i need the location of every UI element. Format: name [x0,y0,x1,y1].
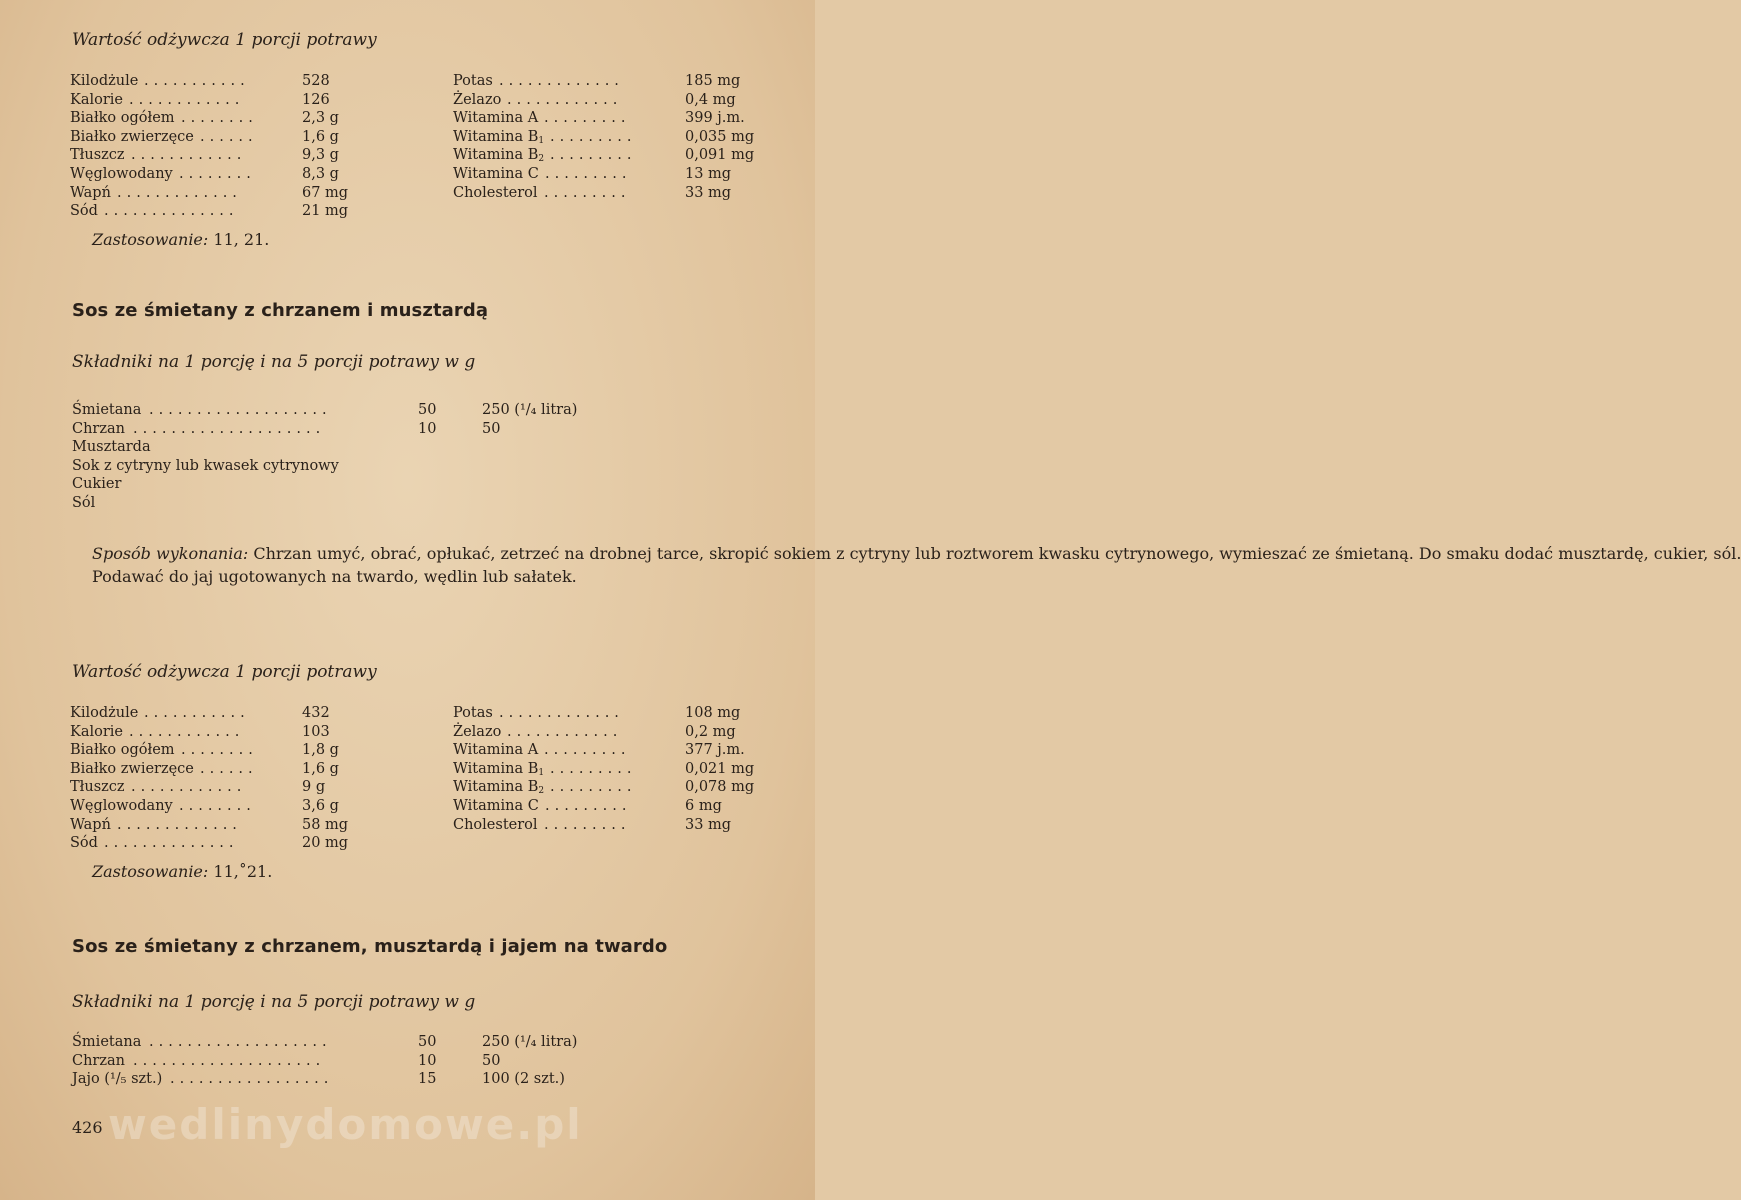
leader-dots: .................... [133,1052,326,1069]
nutrient-value: 0,078 mg [685,779,755,796]
nutrient-subscript: 2 [538,154,545,165]
watermark: wedlinydomowe.pl [108,1100,583,1149]
nutrient-value: 0,021 mg [685,760,755,777]
nutrient-label: Żelazo [453,91,502,108]
leader-dots: ........ [181,110,258,127]
leader-dots: ......... [544,110,631,127]
nutrient-value: 0,035 mg [685,128,755,145]
nutrition-left-table [70,704,370,854]
leader-dots: ................. [170,1071,334,1088]
leader-dots: ........ [179,798,256,814]
nutrient-label: Węglowodany [70,166,173,182]
nutrition-row [70,184,370,202]
leader-dots: ............. [117,184,242,201]
nutrient-label: Witamina $B_2$ [453,779,545,797]
ingredient-row [72,1070,632,1088]
nutrient-subscript: 2 [538,786,545,797]
nutrient-value: 21 mg [302,203,349,220]
nutrient-value: 528 [302,73,330,89]
ingredient-row [72,494,632,512]
nutrition-row [453,760,783,778]
ingredient-name: Sok z cytryny lub kwasek cytrynowy [72,457,339,474]
leader-dots: ................... [149,1034,332,1050]
nutrition-row [70,109,370,127]
nutrition-row [70,91,370,109]
leader-dots: ............ [507,723,623,740]
leader-dots: ......... [545,166,632,182]
nutrient-label: Witamina $B_1$ [453,128,545,146]
nutrient-value: 126 [302,91,330,108]
nutrient-value: 9,3 g [302,147,339,164]
quantity-5-portions: 250 (¹/₄ litra) [482,1034,578,1050]
nutrient-value: 1,8 g [302,742,339,759]
nutrition-row [453,704,783,722]
ingredient-row [72,457,632,475]
leader-dots: ............. [499,73,624,89]
nutrition-row [70,741,370,759]
nutrient-label: Witamina $B_2$ [453,147,545,165]
nutrition-row [70,760,370,778]
uses-value: 11,˚21. [213,862,273,881]
uses-label: Zastosowanie: [92,230,209,249]
method-label: Sposób wykonania: [92,544,249,563]
quantity-1-portion: 50 [418,402,437,418]
nutrient-value: 67 mg [302,184,349,201]
ingredient-name: Chrzan [72,1052,125,1069]
nutrient-label: Kalorie [70,91,123,108]
nutrient-value: 58 mg [302,816,349,833]
nutrient-value: 33 mg [685,816,732,833]
nutrient-label: Potas [453,705,493,721]
nutrition-row [453,778,783,796]
nutrition-title: Wartość odżywcza 1 porcji potrawy [72,30,377,50]
leader-dots: .............. [104,835,239,852]
leader-dots: ............ [129,91,245,108]
leader-dots: ................... [149,402,332,418]
nutrition-row [453,816,783,834]
nutrient-value: 9 g [302,779,326,796]
leader-dots: ......... [544,816,631,833]
leader-dots: ...... [200,128,258,145]
nutrient-label: Węglowodany [70,798,173,814]
ingredient-name: Śmietana [72,402,142,418]
nutrient-label: Tłuszcz [70,147,125,164]
method-paragraph [72,542,1741,588]
nutrient-value: 13 mg [685,166,732,182]
nutrition-left-table [70,72,370,222]
nutrient-label: Sód [70,203,98,220]
nutrient-value: 0,4 mg [685,91,736,108]
ingredients-list [72,1033,632,1093]
page-number: 426 [72,1118,103,1137]
nutrition-row [70,146,370,164]
leader-dots: ......... [545,798,632,814]
recipe-title: Sos ze śmietany z chrzanem, musztardą i jajem na twardo [72,936,668,957]
nutrition-row [70,778,370,796]
leader-dots: .................... [133,420,326,437]
nutrition-row [453,741,783,759]
ingredient-row [72,438,632,456]
nutrition-row [453,723,783,741]
nutrient-label: Białko zwierzęce [70,128,194,145]
ingredient-name: Musztarda [72,439,151,456]
nutrient-label: Żelazo [453,723,502,740]
ingredient-row [72,420,632,438]
ingredient-row [72,1052,632,1070]
nutrient-label: Wapń [70,184,111,201]
nutrient-value: 377 j.m. [685,742,745,759]
ingredient-name: Jajo (¹/₅ szt.) [72,1071,163,1088]
uses-label: Zastosowanie: [92,862,209,881]
ingredients-title: Składniki na 1 porcję i na 5 porcji potrawy w g [72,992,476,1012]
nutrition-row [70,165,370,183]
method-text: Chrzan umyć, obrać, opłukać, zetrzeć na drobnej tarce, skropić sokiem z cytryny lub roztworem kwasku cytrynowego, wymieszać ze śmietaną. Do smaku dodać musztardę, cukier, sól. [253,544,1741,563]
nutrient-label: Sód [70,835,98,852]
ingredient-name: Chrzan [72,420,125,437]
ingredients-list [72,401,632,516]
quantity-5-portions: 50 [482,420,501,437]
nutrient-label: Białko ogółem [70,110,175,127]
nutrition-right-table [453,72,783,202]
nutrient-value: 8,3 g [302,166,339,182]
leader-dots: ........ [179,166,256,182]
nutrient-label: Witamina A [453,110,539,127]
leader-dots: ......... [550,147,637,164]
quantity-1-portion: 50 [418,1034,437,1050]
ingredients-title: Składniki na 1 porcję i na 5 porcji potrawy w g [72,352,476,372]
nutrient-value: 399 j.m. [685,110,745,127]
nutrition-row [70,704,370,722]
nutrition-row [453,184,783,202]
nutrient-value: 185 mg [685,73,741,89]
leader-dots: ........... [144,705,250,721]
quantity-1-portion: 10 [418,420,437,437]
nutrition-row [453,128,783,146]
nutrient-label: Wapń [70,816,111,833]
ingredient-name: Śmietana [72,1034,142,1050]
ingredient-name: Sól [72,495,96,511]
leader-dots: ......... [550,779,637,796]
nutrition-row [453,109,783,127]
nutrition-title: Wartość odżywcza 1 porcji potrawy [72,662,377,682]
serving-text: Podawać do jaj ugotowanych na twardo, wędlin lub sałatek. [92,567,577,586]
leader-dots: ......... [544,742,631,759]
nutrient-label: Cholesterol [453,184,538,201]
nutrition-row [70,797,370,815]
quantity-5-portions: 250 (¹/₄ litra) [482,402,578,418]
leader-dots: ............ [131,147,247,164]
leader-dots: ........ [181,742,258,759]
ingredient-row [72,401,632,419]
uses-line [92,862,272,881]
nutrition-row [453,165,783,183]
recipe-title: Sos ze śmietany z chrzanem i musztardą [72,300,489,321]
nutrition-row [70,128,370,146]
nutrient-subscript: 1 [538,767,545,778]
uses-line [92,230,269,249]
nutrient-subscript: 1 [538,135,545,146]
nutrient-label: Tłuszcz [70,779,125,796]
nutrition-row [70,723,370,741]
nutrient-label: Kilodżule [70,705,139,721]
quantity-5-portions: 50 [482,1052,501,1069]
leader-dots: ............ [129,723,245,740]
nutrient-label: Cholesterol [453,816,538,833]
uses-value: 11, 21. [213,230,270,249]
leader-dots: ........... [144,73,250,89]
quantity-1-portion: 10 [418,1052,437,1069]
leader-dots: ...... [200,760,258,777]
nutrient-value: 6 mg [685,798,722,814]
leader-dots: ............ [507,91,623,108]
leader-dots: ......... [550,128,637,145]
nutrient-label: Kalorie [70,723,123,740]
nutrition-row [453,797,783,815]
quantity-5-portions: 100 (2 szt.) [482,1071,565,1088]
leader-dots: ......... [544,184,631,201]
nutrient-value: 103 [302,723,330,740]
nutrition-row [70,834,370,852]
ingredient-row [72,1033,632,1051]
nutrient-label: Witamina A [453,742,539,759]
leader-dots: ......... [550,760,637,777]
ingredient-name: Cukier [72,476,122,493]
ingredient-row [72,475,632,493]
nutrient-label: Białko zwierzęce [70,760,194,777]
nutrient-value: 0,2 mg [685,723,736,740]
nutrient-value: 0,091 mg [685,147,755,164]
nutrient-label: Kilodżule [70,73,139,89]
nutrient-value: 432 [302,705,330,721]
leader-dots: ............ [131,779,247,796]
quantity-1-portion: 15 [418,1071,437,1088]
leader-dots: ............. [499,705,624,721]
nutrition-row [453,91,783,109]
nutrient-label: Białko ogółem [70,742,175,759]
leader-dots: .............. [104,203,239,220]
nutrient-value: 2,3 g [302,110,339,127]
nutrient-label: Witamina C [453,798,539,814]
nutrition-row [453,72,783,90]
nutrition-row [70,816,370,834]
nutrient-label: Witamina $B_1$ [453,760,545,778]
nutrient-value: 3,6 g [302,798,339,814]
nutrition-row [70,202,370,220]
nutrient-label: Potas [453,73,493,89]
nutrient-value: 20 mg [302,835,349,852]
nutrition-row [70,72,370,90]
nutrition-row [453,146,783,164]
leader-dots: ............. [117,816,242,833]
nutrient-label: Witamina C [453,166,539,182]
nutrient-value: 1,6 g [302,760,339,777]
nutrient-value: 108 mg [685,705,741,721]
nutrient-value: 1,6 g [302,128,339,145]
nutrient-value: 33 mg [685,184,732,201]
nutrition-right-table [453,704,783,834]
